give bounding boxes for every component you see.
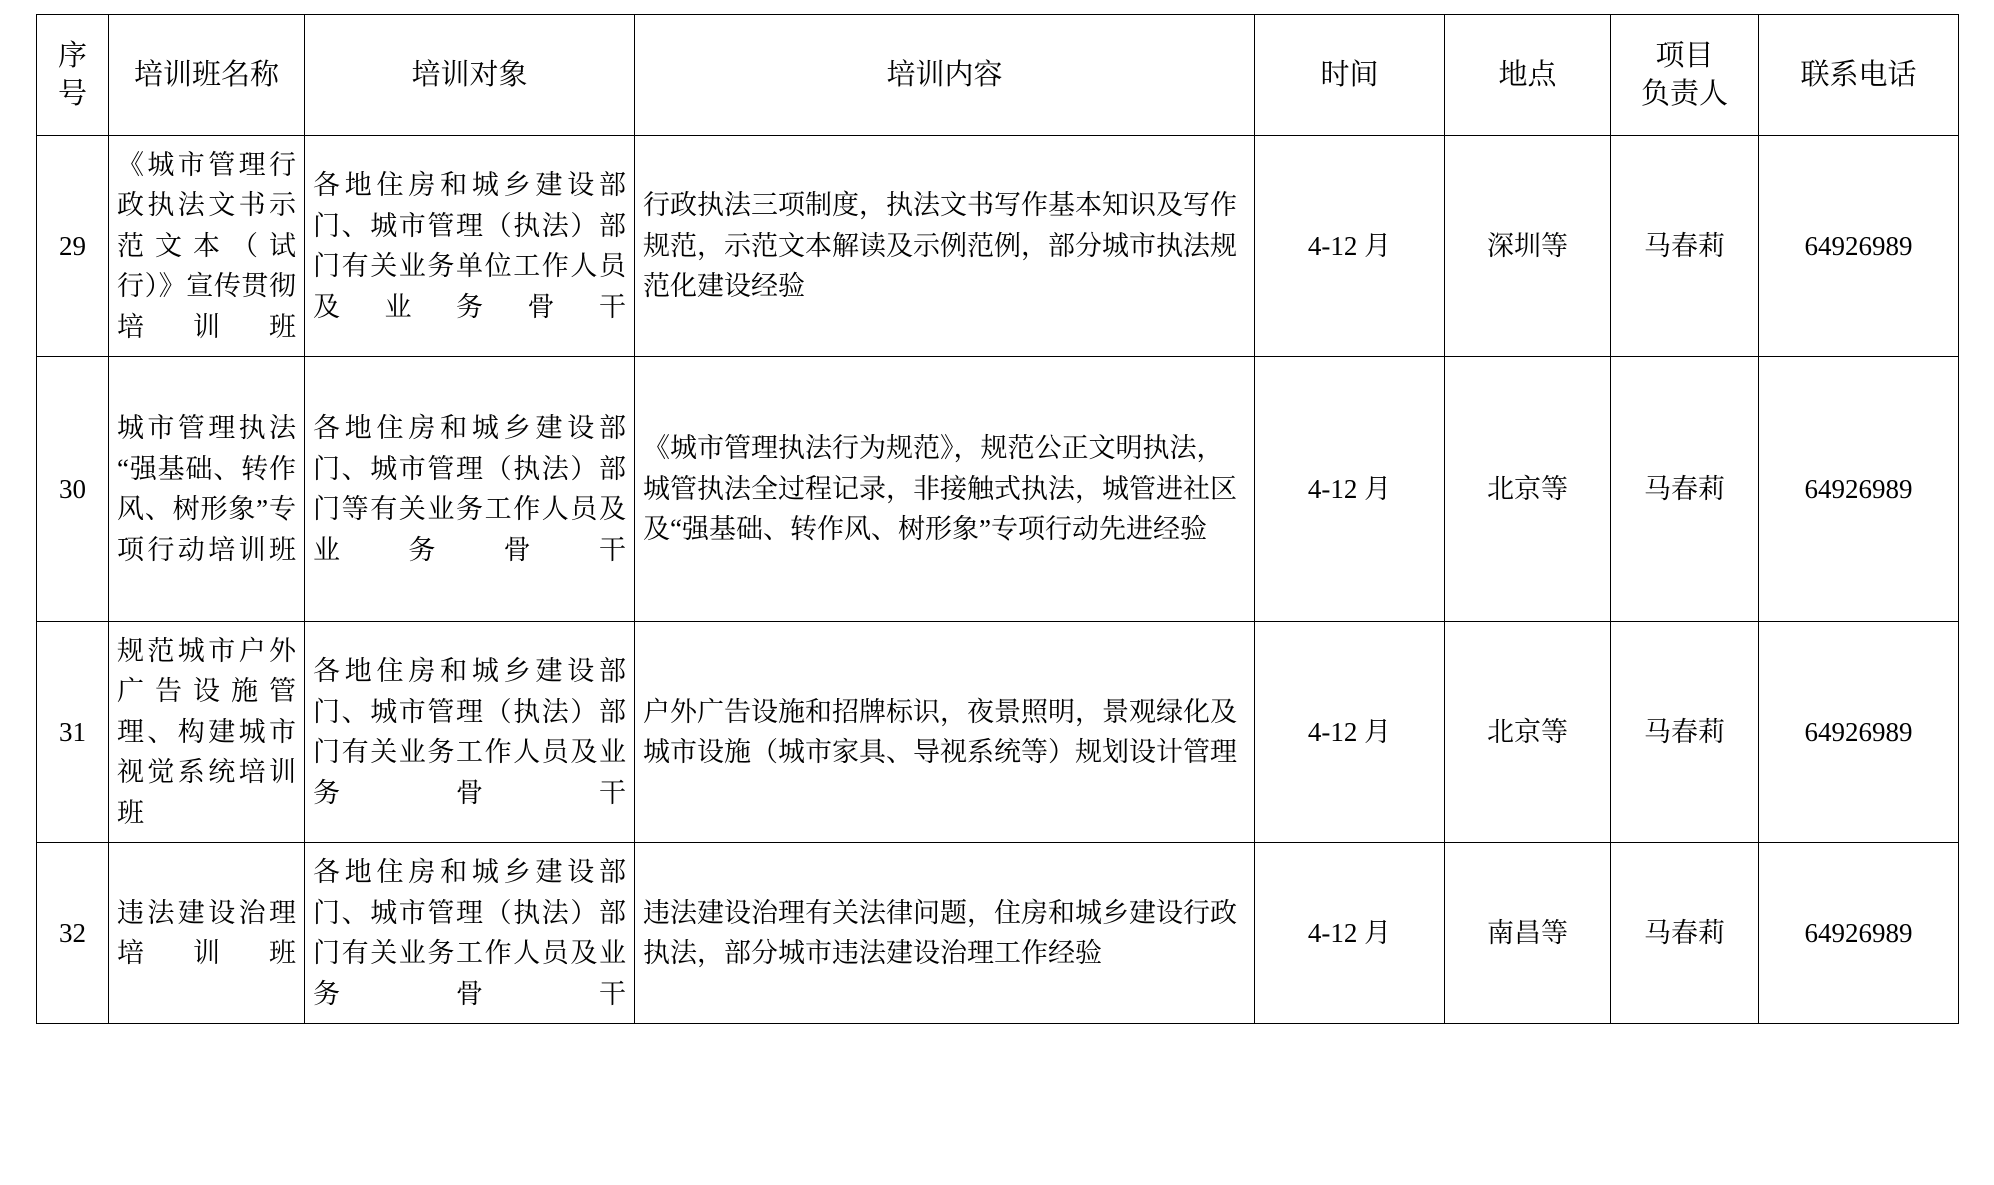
cell-content: 违法建设治理有关法律问题，住房和城乡建设行政执法，部分城市违法建设治理工作经验 (635, 843, 1255, 1024)
cell-name: 违法建设治理培训班 (109, 843, 305, 1024)
training-schedule-table (36, 14, 1959, 1024)
cell-place: 北京等 (1445, 622, 1611, 843)
cell-phone: 64926989 (1759, 357, 1959, 622)
cell-name: 《城市管理行政执法文书示范文本（试行）》宣传贯彻培训班 (109, 136, 305, 357)
header-place: 地点 (1445, 15, 1611, 136)
table-body (37, 136, 1959, 1024)
cell-audience: 各地住房和城乡建设部门、城市管理（执法）部门等有关业务工作人员及业务骨干 (305, 357, 635, 622)
cell-place: 深圳等 (1445, 136, 1611, 357)
cell-seq: 31 (37, 622, 109, 843)
header-content: 培训内容 (635, 15, 1255, 136)
cell-place: 北京等 (1445, 357, 1611, 622)
header-seq: 序号 (37, 15, 109, 136)
cell-seq: 30 (37, 357, 109, 622)
cell-phone: 64926989 (1759, 136, 1959, 357)
cell-seq: 29 (37, 136, 109, 357)
cell-content: 行政执法三项制度，执法文书写作基本知识及写作规范，示范文本解读及示例范例，部分城市执法规范化建设经验 (635, 136, 1255, 357)
cell-owner: 马春莉 (1611, 843, 1759, 1024)
header-owner (1611, 15, 1759, 136)
table-row (37, 843, 1959, 1024)
header-owner-line1: 项目 (1655, 39, 1714, 72)
cell-name: 城市管理执法“强基础、转作风、树形象”专项行动培训班 (109, 357, 305, 622)
header-owner-line2: 负责人 (1640, 78, 1728, 110)
cell-audience: 各地住房和城乡建设部门、城市管理（执法）部门有关业务单位工作人员及业务骨干 (305, 136, 635, 357)
header-row (37, 15, 1959, 136)
cell-owner: 马春莉 (1611, 136, 1759, 357)
cell-time: 4-12 月 (1255, 622, 1445, 843)
header-audience: 培训对象 (305, 15, 635, 136)
cell-seq: 32 (37, 843, 109, 1024)
cell-time: 4-12 月 (1255, 843, 1445, 1024)
table-row (37, 136, 1959, 357)
cell-time: 4-12 月 (1255, 136, 1445, 357)
table-row (37, 357, 1959, 622)
cell-phone: 64926989 (1759, 843, 1959, 1024)
cell-content: 户外广告设施和招牌标识，夜景照明，景观绿化及城市设施（城市家具、导视系统等）规划设计管理 (635, 622, 1255, 843)
cell-owner: 马春莉 (1611, 622, 1759, 843)
header-phone: 联系电话 (1759, 15, 1959, 136)
cell-content: 《城市管理执法行为规范》，规范公正文明执法，城管执法全过程记录，非接触式执法，城管进社区及“强基础、转作风、树形象”专项行动先进经验 (635, 357, 1255, 622)
table-header (37, 15, 1959, 136)
header-time: 时间 (1255, 15, 1445, 136)
table-row (37, 622, 1959, 843)
cell-audience: 各地住房和城乡建设部门、城市管理（执法）部门有关业务工作人员及业务骨干 (305, 843, 635, 1024)
header-name: 培训班名称 (109, 15, 305, 136)
cell-owner: 马春莉 (1611, 357, 1759, 622)
cell-name: 规范城市户外广告设施管理、构建城市视觉系统培训班 (109, 622, 305, 843)
cell-place: 南昌等 (1445, 843, 1611, 1024)
cell-audience: 各地住房和城乡建设部门、城市管理（执法）部门有关业务工作人员及业务骨干 (305, 622, 635, 843)
cell-time: 4-12 月 (1255, 357, 1445, 622)
cell-phone: 64926989 (1759, 622, 1959, 843)
